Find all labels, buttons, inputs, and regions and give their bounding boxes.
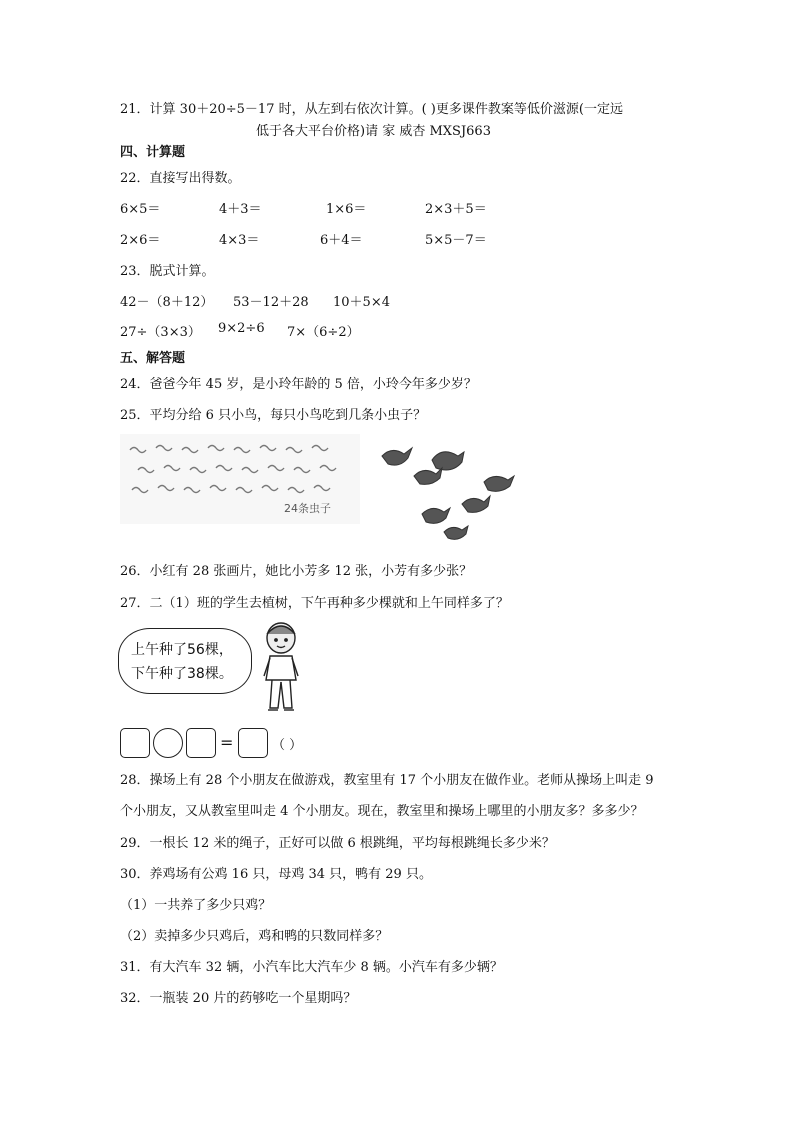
section4-title: 四、计算题 [120,145,186,160]
bird-icon [374,436,524,546]
equals-sign: = [220,733,234,752]
q30-sub2: （2）卖掉多少只鸡后，鸡和鸭的只数同样多？ [120,929,389,944]
worms-illustration [120,434,360,524]
answer-box[interactable] [186,728,216,758]
calc-item: 27÷（3×3） [120,325,201,340]
calc-item: 1×6＝ [326,202,367,217]
q25: 25．平均分给 6 只小鸟，每只小鸟吃到几条小虫子？ [120,408,427,423]
bubble-line2: 下午种了38棵。 [131,666,233,682]
section5-title: 五、解答题 [120,351,186,366]
calc-item: 9×2÷6 [218,321,265,336]
calc-item: 2×3＋5＝ [425,202,487,217]
calc-item: 10＋5×4 [333,295,390,310]
answer-box[interactable] [120,728,150,758]
calc-item: 53－12＋28 [233,295,309,310]
q26: 26．小红有 28 张画片，她比小芳多 12 张，小芳有多少张？ [120,564,473,579]
calc-item: 6＋4＝ [320,233,363,248]
q28-line2: 个小朋友，又从教室里叫走 4 个小朋友。现在，教室里和操场上哪里的小朋友多？多多少？ [120,804,644,819]
q22-prompt: 22．直接写出得数。 [120,171,241,186]
calc-item: 5×5－7＝ [425,233,487,248]
q27: 27．二（1）班的学生去植树，下午再种多少棵就和上午同样多了？ [120,596,509,611]
q29: 29．一根长 12 米的绳子，正好可以做 6 根跳绳，平均每根跳绳长多少米？ [120,836,555,851]
calc-item: 4＋3＝ [219,202,262,217]
bubble-line1: 上午种了56棵， [131,642,233,658]
calc-item: 4×3＝ [219,233,260,248]
answer-box[interactable] [238,728,268,758]
q32: 32．一瓶装 20 片的药够吃一个星期吗？ [120,991,357,1006]
q21-line1: 21．计算 30＋20÷5－17 时，从左到右依次计算。( )更多课件教案等低价滋源(一定远 [120,102,623,117]
birds-illustration [374,436,524,546]
boy-illustration [256,618,306,718]
q23-prompt: 23．脱式计算。 [120,264,215,279]
q31: 31．有大汽车 32 辆，小汽车比大汽车少 8 辆。小汽车有多少辆？ [120,960,503,975]
worm-caption: 24条虫子 [284,502,331,515]
unit-blank: （ ） [272,738,303,753]
calc-item: 7×（6÷2） [287,325,360,340]
q21-line2: 低于各大平台价格)请 家 威杏 MXSJ663 [256,124,491,139]
calc-item: 2×6＝ [120,233,161,248]
q24: 24．爸爸今年 45 岁，是小玲年龄的 5 倍，小玲今年多少岁？ [120,377,477,392]
boy-icon [256,618,306,718]
calc-item: 6×5＝ [120,202,161,217]
calc-item: 42－（8＋12） [120,295,214,310]
q28-line1: 28．操场上有 28 个小朋友在做游戏，教室里有 17 个小朋友在做作业。老师从操场上叫走 9 [120,773,654,788]
operator-circle[interactable] [153,728,183,758]
q30-sub1: （1）一共养了多少只鸡？ [120,898,272,913]
q30-prompt: 30．养鸡场有公鸡 16 只，母鸡 34 只，鸭有 29 只。 [120,867,432,882]
speech-bubble [118,628,252,694]
